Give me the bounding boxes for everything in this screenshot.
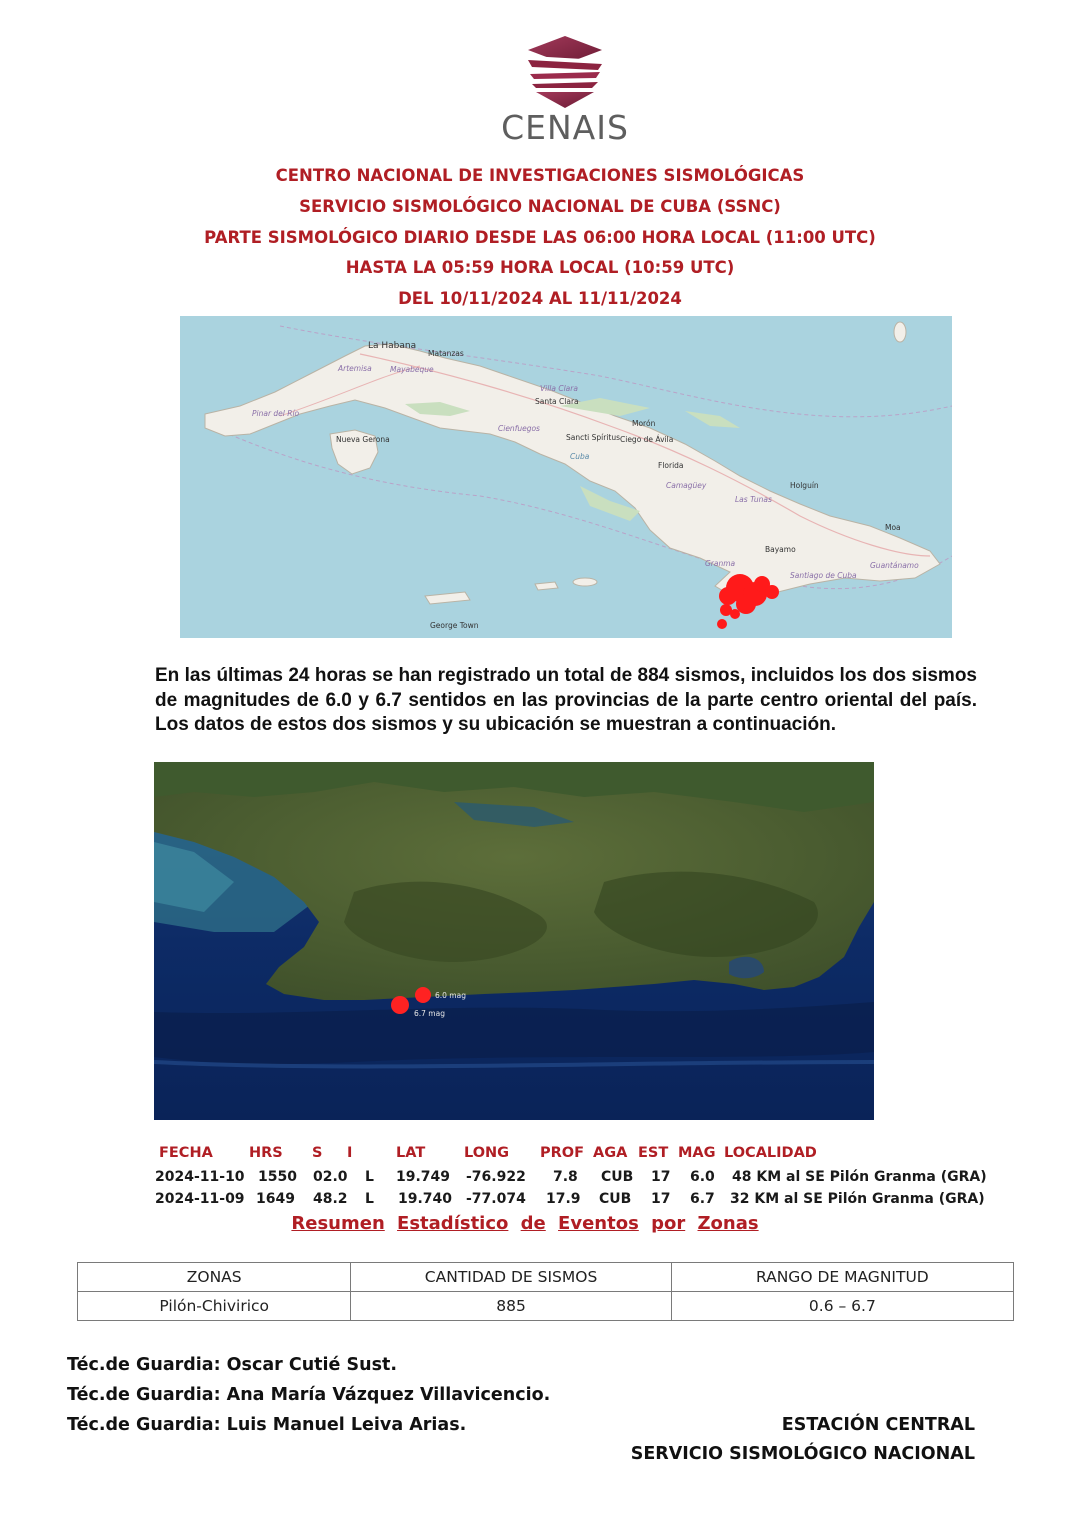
event-2-prof: 17.9 [546, 1191, 581, 1207]
label-bayamo: Bayamo [765, 545, 796, 554]
event-1-i: L [365, 1169, 374, 1185]
label-guantanamo: Guantánamo [870, 561, 919, 570]
station-service: SERVICIO SISMOLÓGICO NACIONAL [630, 1444, 975, 1464]
col-header-lat: LAT [396, 1145, 426, 1161]
event-1-mag: 6.0 [690, 1169, 715, 1185]
col-header-prof: PROF [540, 1145, 585, 1161]
event-2-s: 48.2 [313, 1191, 348, 1207]
label-mayabeque: Mayabeque [390, 365, 434, 374]
zones-header-cantidad: CANTIDAD DE SISMOS [351, 1263, 671, 1292]
col-header-i: I [347, 1145, 353, 1161]
col-header-fecha: FECHA [159, 1145, 213, 1161]
zone-magnitude-range: 0.6 – 6.7 [671, 1292, 1013, 1321]
label-santiago-de-cuba: Santiago de Cuba [790, 571, 857, 580]
label-pinar-del-rio: Pinar del Río [252, 409, 300, 418]
zones-header-rango: RANGO DE MAGNITUD [671, 1263, 1013, 1292]
label-cienfuegos: Cienfuegos [498, 424, 540, 433]
label-nueva-gerona: Nueva Gerona [336, 435, 390, 444]
label-artemisa: Artemisa [338, 364, 372, 373]
epicenter-6-0 [415, 987, 431, 1003]
label-matanzas: Matanzas [428, 349, 464, 358]
event-1-est: 17 [651, 1169, 671, 1185]
header-line-service: SERVICIO SISMOLÓGICO NACIONAL DE CUBA (SSNC) [299, 197, 781, 216]
event-1-long: -76.922 [466, 1169, 526, 1185]
technician-2: Téc.de Guardia: Ana María Vázquez Villavicencio. [67, 1385, 551, 1405]
label-cuba: Cuba [570, 452, 590, 461]
event-1-prof: 7.8 [553, 1169, 578, 1185]
label-florida: Florida [658, 461, 684, 470]
satellite-epicenter-map [154, 762, 874, 1120]
event-1-aga: CUB [601, 1169, 634, 1185]
technician-3: Téc.de Guardia: Luis Manuel Leiva Arias. [67, 1415, 467, 1435]
label-villa-clara: Villa Clara [540, 384, 578, 393]
event-2-long: -77.074 [466, 1191, 526, 1207]
header-line-report-end: HASTA LA 05:59 HORA LOCAL (10:59 UTC) [345, 258, 735, 277]
summary-title-word: Resumen [291, 1213, 385, 1234]
epicenter-6-7 [391, 996, 409, 1014]
header-line-dates: DEL 10/11/2024 AL 11/11/2024 [398, 289, 682, 308]
technician-1: Téc.de Guardia: Oscar Cutié Sust. [67, 1355, 397, 1375]
station-name: ESTACIÓN CENTRAL [781, 1415, 975, 1435]
label-las-tunas: Las Tunas [735, 495, 772, 504]
event-2-localidad: 32 KM al SE Pilón Granma (GRA) [730, 1191, 985, 1207]
summary-title-word: Eventos [558, 1213, 639, 1234]
logo-wordmark: CENAIS [501, 108, 629, 147]
col-header-aga: AGA [593, 1145, 628, 1161]
event-1-s: 02.0 [313, 1169, 348, 1185]
label-ciego-de-avila: Ciego de Ávila [620, 435, 674, 444]
event-2-aga: CUB [599, 1191, 632, 1207]
summary-title-word: Estadístico [397, 1213, 509, 1234]
map-sea [180, 316, 952, 638]
summary-title [0, 1213, 1050, 1234]
col-header-mag: MAG [678, 1145, 716, 1161]
summary-title-word: por [651, 1213, 686, 1234]
label-george-town: George Town [430, 621, 479, 630]
label-granma: Granma [705, 559, 736, 568]
col-header-s: S [312, 1145, 323, 1161]
intro-paragraph: En las últimas 24 horas se han registrado un total de 884 sismos, incluidos los dos sismos de magnitudes de 6.0 y 6.7 sentidos en las provincias de la parte centro oriental del país. Los datos de estos dos sismos y su ubicación se muestran a continuación. [155, 665, 977, 735]
zones-header-zonas: ZONAS [78, 1263, 351, 1292]
label-la-habana: La Habana [368, 341, 417, 351]
epicenter-label-6-0: 6.0 mag [435, 991, 466, 1000]
label-moron: Morón [632, 419, 656, 428]
zone-count: 885 [351, 1292, 671, 1321]
event-1-fecha: 2024-11-10 [155, 1169, 245, 1185]
event-2-fecha: 2024-11-09 [155, 1191, 245, 1207]
event-1-hrs: 1550 [258, 1169, 297, 1185]
summary-title-word: de [520, 1213, 546, 1234]
label-santa-clara: Santa Clara [535, 397, 579, 406]
event-2-hrs: 1649 [256, 1191, 295, 1207]
col-header-localidad: LOCALIDAD [724, 1145, 817, 1161]
zone-name: Pilón-Chivirico [78, 1292, 351, 1321]
event-2-i: L [365, 1191, 374, 1207]
event-2-lat: 19.740 [398, 1191, 453, 1207]
zones-summary-table [77, 1262, 1014, 1321]
col-header-hrs: HRS [249, 1145, 283, 1161]
label-moa: Moa [885, 523, 901, 532]
label-camaguey: Camagüey [666, 481, 707, 490]
summary-title-word: Zonas [697, 1213, 759, 1234]
header-line-report-start: PARTE SISMOLÓGICO DIARIO DESDE LAS 06:00 HORA LOCAL (11:00 UTC) [204, 228, 876, 247]
col-header-est: EST [638, 1145, 669, 1161]
col-header-long: LONG [464, 1145, 510, 1161]
event-2-est: 17 [651, 1191, 671, 1207]
cuba-epicenter-map [180, 316, 952, 638]
header-line-institution: CENTRO NACIONAL DE INVESTIGACIONES SISMOLÓGICAS [275, 166, 805, 185]
zones-header-row [78, 1263, 1014, 1292]
label-sancti-spiritus: Sancti Spíritus [566, 433, 621, 442]
event-1-localidad: 48 KM al SE Pilón Granma (GRA) [732, 1169, 987, 1185]
zones-row [78, 1292, 1014, 1321]
event-2-mag: 6.7 [690, 1191, 715, 1207]
event-1-lat: 19.749 [396, 1169, 451, 1185]
epicenter-label-6-7: 6.7 mag [414, 1009, 445, 1018]
label-holguin: Holguín [790, 481, 819, 490]
